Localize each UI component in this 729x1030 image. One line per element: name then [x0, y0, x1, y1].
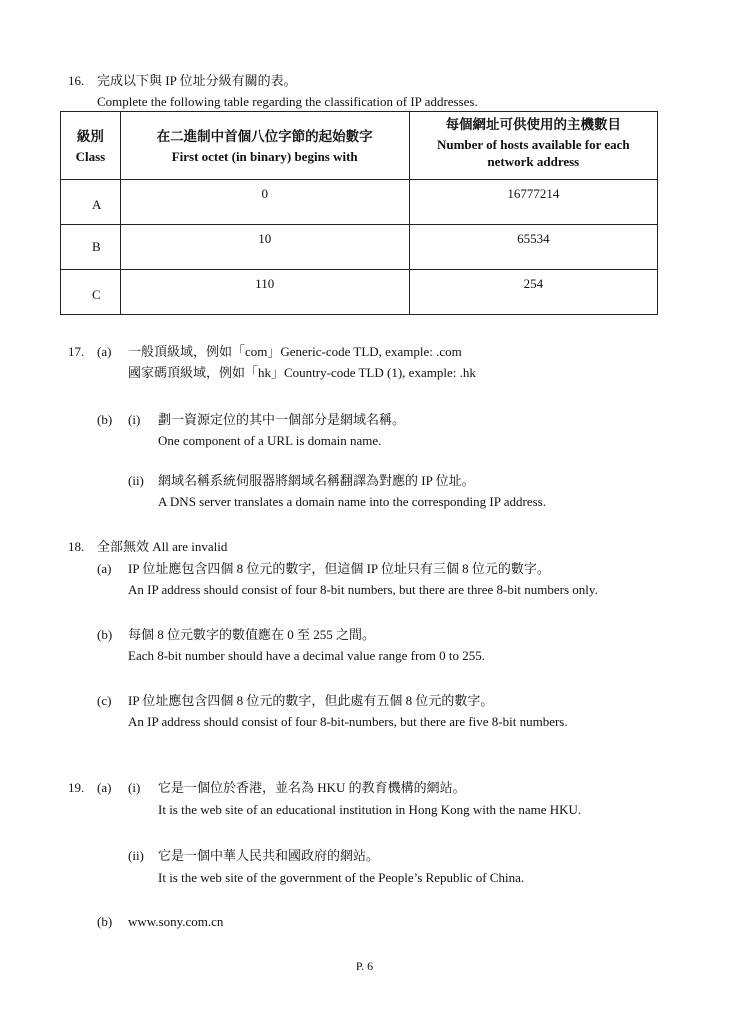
header-class-en: Class	[75, 149, 106, 164]
header-octet	[120, 112, 409, 180]
cell-octet-value: 10	[258, 231, 272, 246]
q18-c-label: (c)	[97, 693, 112, 708]
q19-a-i-label: (i)	[128, 780, 141, 795]
q17-a-line2: 國家碼頂級域，例如「hk」Country-code TLD (1), example: .hk	[128, 365, 476, 380]
q18-b-en: Each 8-bit number should have a decimal value range from 0 to 255.	[128, 648, 486, 663]
cell-hosts	[409, 225, 657, 270]
table-row	[61, 180, 658, 225]
q16-text-en: Complete the following table regarding the classification of IP addresses.	[97, 94, 478, 109]
q19-a-i-en: It is the web site of an educational institution in Hong Kong with the name HKU.	[158, 802, 582, 817]
q17-b-ii-label: (ii)	[128, 473, 144, 488]
header-class-zh: 級別	[76, 129, 104, 145]
cell-class-value: A	[92, 197, 102, 212]
header-octet-en: First octet (in binary) begins with	[171, 149, 358, 164]
q19-a-label: (a)	[97, 780, 112, 795]
page-number: P. 6	[355, 959, 374, 973]
cell-class-value: C	[92, 287, 101, 302]
q18-number: 18.	[68, 539, 85, 554]
q17-b-ii-en: A DNS server translates a domain name into the corresponding IP address.	[158, 494, 546, 509]
q17-b-ii-zh: 網域名稱系統伺服器將網域名稱翻譯為對應的 IP 位址。	[158, 473, 475, 488]
cell-class	[61, 225, 121, 270]
q18-a-zh: IP 位址應包含四個 8 位元的數字，但這個 IP 位址只有三個 8 位元的數字。	[128, 561, 550, 576]
header-octet-zh: 在二進制中首個八位字節的起始數字	[156, 129, 373, 145]
cell-octet	[120, 180, 409, 225]
cell-octet-value: 110	[255, 276, 275, 291]
q18-a-label: (a)	[97, 561, 112, 576]
q19-b-text: www.sony.com.cn	[128, 914, 224, 929]
q16-text-zh: 完成以下與 IP 位址分級有關的表。	[97, 73, 297, 88]
ip-class-table	[60, 111, 658, 315]
header-hosts-zh: 每個網址可供使用的主機數目	[445, 117, 622, 133]
q17-b-label: (b)	[97, 412, 113, 427]
q18-a-en: An IP address should consist of four 8-bit numbers, but there are three 8-bit numbers only.	[128, 582, 598, 597]
header-class	[61, 112, 121, 180]
q19-a-ii-label: (ii)	[128, 848, 144, 863]
cell-octet-value: 0	[261, 186, 268, 201]
table-row	[61, 270, 658, 315]
q17-b-i-label: (i)	[128, 412, 141, 427]
q17-b-i-en: One component of a URL is domain name.	[158, 433, 382, 448]
table-row	[61, 225, 658, 270]
q16-number: 16.	[68, 73, 85, 88]
cell-hosts-value: 65534	[517, 231, 550, 246]
q19-number: 19.	[68, 780, 85, 795]
cell-class	[61, 180, 121, 225]
q18-intro: 全部無效 All are invalid	[97, 539, 228, 554]
header-hosts-en-1: Number of hosts available for each	[436, 137, 630, 152]
header-hosts	[409, 112, 657, 180]
table-header-row	[61, 112, 658, 180]
q17-a-label: (a)	[97, 344, 112, 359]
q17-a-line1: 一般頂級域，例如「com」Generic-code TLD, example: .com	[128, 344, 462, 359]
q19-a-i-zh: 它是一個位於香港，並名為 HKU 的教育機構的網站。	[158, 780, 466, 795]
q18-c-en: An IP address should consist of four 8-bit-numbers, but there are five 8-bit numbers.	[128, 714, 568, 729]
q19-a-ii-en: It is the web site of the government of the People’s Republic of China.	[158, 870, 525, 885]
q18-b-zh: 每個 8 位元數字的數值應在 0 至 255 之間。	[128, 627, 376, 642]
q18-c-zh: IP 位址應包含四個 8 位元的數字，但此處有五個 8 位元的數字。	[128, 693, 494, 708]
q17-number: 17.	[68, 344, 85, 359]
cell-hosts	[409, 270, 657, 315]
cell-hosts	[409, 180, 657, 225]
cell-hosts-value: 16777214	[507, 186, 560, 201]
q19-b-label: (b)	[97, 914, 113, 929]
cell-hosts-value: 254	[523, 276, 544, 291]
q17-b-i-zh: 劃一資源定位的其中一個部分是網域名稱。	[158, 412, 406, 427]
header-hosts-en-2: network address	[487, 154, 580, 169]
cell-octet	[120, 225, 409, 270]
cell-class	[61, 270, 121, 315]
q19-a-ii-zh: 它是一個中華人民共和國政府的網站。	[158, 848, 380, 863]
cell-class-value: B	[92, 239, 101, 254]
cell-octet	[120, 270, 409, 315]
q18-b-label: (b)	[97, 627, 113, 642]
